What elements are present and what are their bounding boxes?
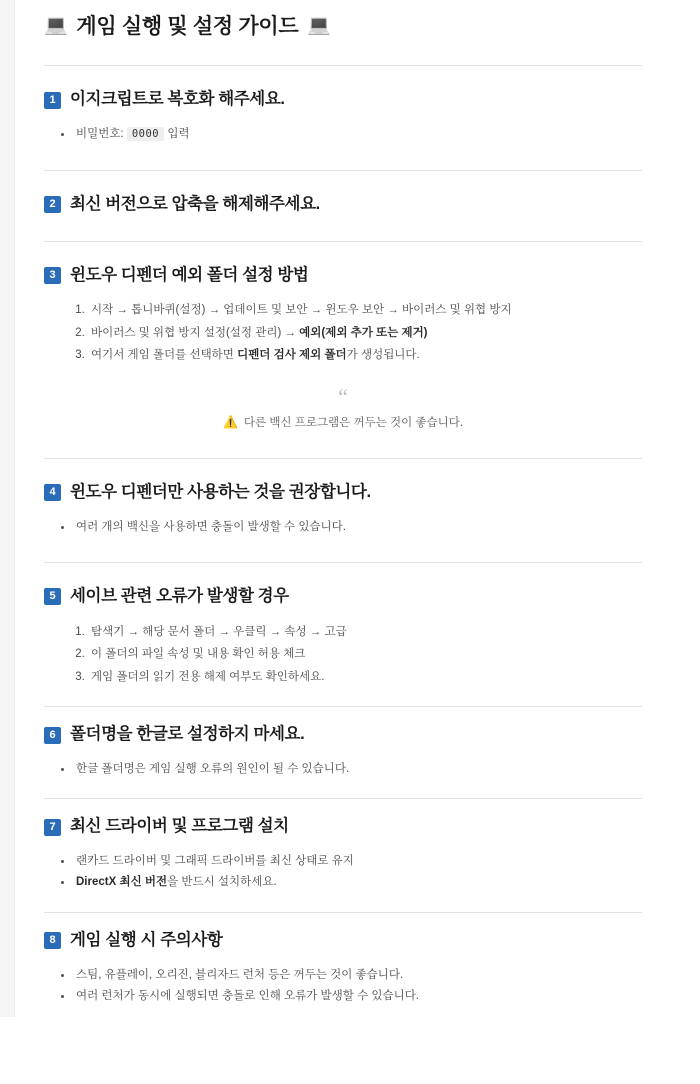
list-item bbox=[88, 299, 642, 321]
list-item bbox=[74, 851, 642, 872]
section-7 bbox=[44, 815, 642, 893]
list-item-text: 이 폴더의 파일 속성 및 내용 확인 허용 체크 bbox=[91, 648, 306, 661]
section-3-heading bbox=[44, 264, 642, 288]
password-label: 비밀번호: bbox=[76, 128, 127, 141]
section-2-heading bbox=[44, 193, 642, 217]
section-2 bbox=[44, 193, 642, 217]
list-item bbox=[74, 965, 642, 986]
password-suffix: 입력 bbox=[164, 128, 190, 141]
section-1-list bbox=[44, 124, 642, 145]
list-item-emphasis: 예외(제외 추가 또는 제거) bbox=[299, 326, 428, 339]
section-6 bbox=[44, 723, 642, 780]
list-item bbox=[88, 322, 642, 344]
list-item bbox=[74, 759, 642, 780]
password-value: 0000 bbox=[127, 127, 164, 141]
section-4-list bbox=[44, 517, 642, 538]
section-4 bbox=[44, 481, 642, 538]
divider bbox=[44, 170, 642, 171]
section-7-title: 최신 드라이버 및 프로그램 설치 bbox=[70, 817, 289, 836]
section-6-list bbox=[44, 759, 642, 780]
laptop-icon-left: 💻 bbox=[44, 15, 68, 37]
list-item-text: 한글 폴더명은 게임 실행 오류의 원인이 될 수 있습니다. bbox=[76, 762, 350, 775]
callout-text: 다른 백신 프로그램은 꺼두는 것이 좋습니다. bbox=[243, 416, 464, 429]
divider bbox=[44, 798, 642, 799]
list-item bbox=[74, 986, 642, 1007]
page-title-text: 게임 실행 및 설정 가이드 bbox=[76, 15, 299, 38]
list-item-text: 랜카드 드라이버 및 그래픽 드라이버를 최신 상태로 유지 bbox=[76, 855, 354, 868]
list-item bbox=[74, 517, 642, 538]
list-item-text: 바이러스 및 위협 방지 설정(설정 관리) → bbox=[91, 326, 300, 339]
list-item bbox=[88, 344, 642, 366]
section-4-number-badge: 4 bbox=[44, 484, 61, 501]
section-5-title: 세이브 관련 오류가 발생할 경우 bbox=[70, 586, 289, 605]
list-item bbox=[88, 621, 642, 643]
section-3-title: 윈도우 디펜더 예외 폴더 설정 방법 bbox=[70, 265, 309, 284]
divider bbox=[44, 912, 642, 913]
list-item bbox=[88, 643, 642, 665]
section-3 bbox=[44, 264, 642, 434]
section-7-number-badge: 7 bbox=[44, 819, 61, 836]
section-5-number-badge: 5 bbox=[44, 588, 61, 605]
section-8-heading bbox=[44, 929, 642, 953]
section-6-title: 폴더명을 한글로 설정하지 마세요. bbox=[70, 725, 305, 744]
warning-icon: ⚠️ bbox=[222, 415, 238, 430]
list-item-text: 여러 개의 백신을 사용하면 충돌이 발생할 수 있습니다. bbox=[76, 520, 346, 533]
section-5-list bbox=[44, 621, 642, 688]
section-7-heading bbox=[44, 815, 642, 839]
divider bbox=[44, 458, 642, 459]
list-item-text-tail: 을 반드시 설치하세요. bbox=[167, 876, 277, 889]
section-1-number-badge: 1 bbox=[44, 92, 61, 109]
section-3-callout bbox=[44, 383, 642, 434]
section-1-title: 이지크립트로 복호화 해주세요. bbox=[70, 90, 285, 109]
list-item-text: 게임 폴더의 읽기 전용 해제 여부도 확인하세요. bbox=[91, 670, 325, 683]
divider bbox=[44, 706, 642, 707]
list-item-text: 탐색기 → 해당 문서 폴더 → 우클릭 → 속성 → 고급 bbox=[91, 625, 347, 638]
list-item-emphasis: DirectX 최신 버전 bbox=[76, 876, 168, 889]
section-6-heading bbox=[44, 723, 642, 747]
document-content bbox=[44, 0, 642, 1017]
section-8 bbox=[44, 929, 642, 1007]
section-8-number-badge: 8 bbox=[44, 932, 61, 949]
page-left-margin-strip bbox=[0, 0, 15, 1017]
laptop-icon-right: 💻 bbox=[307, 15, 331, 37]
list-item-text: 여러 런처가 동시에 실행되면 충돌로 인해 오류가 발생할 수 있습니다. bbox=[76, 989, 419, 1002]
list-item bbox=[88, 666, 642, 688]
section-2-title: 최신 버전으로 압축을 해제해주세요. bbox=[70, 194, 320, 213]
section-6-number-badge: 6 bbox=[44, 727, 61, 744]
section-7-list bbox=[44, 851, 642, 894]
section-8-list bbox=[44, 965, 642, 1008]
divider bbox=[44, 65, 642, 66]
section-5 bbox=[44, 585, 642, 688]
section-4-title: 윈도우 디펜더만 사용하는 것을 권장합니다. bbox=[70, 482, 371, 501]
section-8-title: 게임 실행 시 주의사항 bbox=[70, 930, 223, 949]
list-item-text: 스팀, 유플레이, 오리진, 블리자드 런처 등은 꺼두는 것이 좋습니다. bbox=[76, 968, 404, 981]
section-5-heading bbox=[44, 585, 642, 609]
quote-icon: “ bbox=[338, 383, 348, 409]
callout-content bbox=[223, 412, 463, 434]
section-3-list bbox=[44, 299, 642, 366]
divider bbox=[44, 241, 642, 242]
section-2-number-badge: 2 bbox=[44, 196, 61, 213]
section-3-number-badge: 3 bbox=[44, 267, 61, 284]
list-item-text: 여기서 게임 폴더를 선택하면 bbox=[91, 349, 238, 362]
divider bbox=[44, 562, 642, 563]
list-item bbox=[74, 124, 642, 145]
list-item-text: 시작 → 톱니바퀴(설정) → 업데이트 및 보안 → 윈도우 보안 → 바이러스 및 위협 방지 bbox=[91, 304, 512, 317]
list-item-emphasis: 디펜더 검사 제외 폴더 bbox=[237, 349, 347, 362]
list-item-text-tail: 가 생성됩니다. bbox=[346, 349, 420, 362]
list-item bbox=[74, 872, 642, 893]
section-1 bbox=[44, 88, 642, 145]
section-1-heading bbox=[44, 88, 642, 112]
page-title bbox=[44, 12, 642, 41]
section-4-heading bbox=[44, 481, 642, 505]
bottom-spacer bbox=[44, 1007, 642, 1017]
